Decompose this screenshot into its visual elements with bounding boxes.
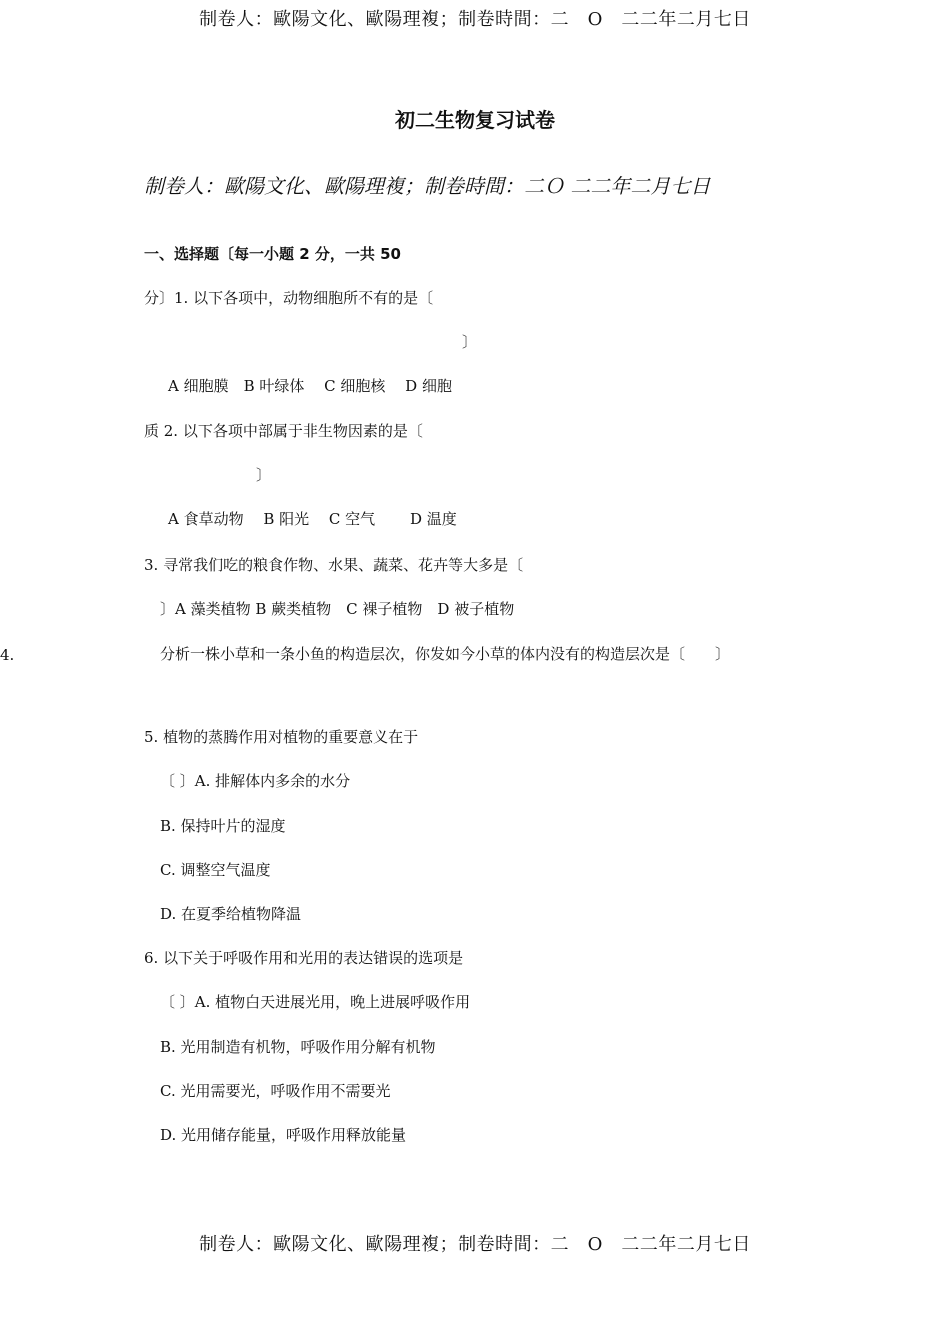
question-6-option-c: C. 光用需要光，呼吸作用不需要光 <box>160 1082 391 1100</box>
question-1-text: 分〕1. 以下各项中，动物细胞所不有的是〔 <box>144 289 434 307</box>
question-2-text: 质 2. 以下各项中部属于非生物因素的是〔 <box>144 422 423 440</box>
page-header: 制卷人：歐陽文化、歐陽理複；制卷時間：二 O 二二年二月七日 <box>199 9 751 30</box>
question-5-text: 5. 植物的蒸腾作用对植物的重要意义在于 <box>144 728 419 746</box>
page-footer: 制卷人：歐陽文化、歐陽理複；制卷時間：二 O 二二年二月七日 <box>199 1234 751 1255</box>
question-1-options: A 细胞膜 B 叶绿体 C 细胞核 D 细胞 <box>168 377 452 395</box>
question-1-bracket: 〕 <box>462 333 478 351</box>
question-4-number: 4. <box>0 646 15 664</box>
question-6-option-d: D. 光用储存能量，呼吸作用释放能量 <box>160 1126 407 1144</box>
section-heading: 一、选择题〔每一小题 2 分，一共 50 <box>144 245 401 263</box>
document-title: 初二生物复习试卷 <box>395 108 555 132</box>
question-6-text: 6. 以下关于呼吸作用和光用的表达错误的选项是 <box>144 949 464 967</box>
question-5-option-b: B. 保持叶片的湿度 <box>160 817 286 835</box>
document-subtitle: 制卷人：歐陽文化、歐陽理複；制卷時間：二Ｏ 二二年二月七日 <box>144 174 711 198</box>
question-6-option-a: 〔 〕A. 植物白天进展光用，晚上进展呼吸作用 <box>160 993 471 1011</box>
question-2-bracket: 〕 <box>256 466 272 484</box>
question-2-options: A 食草动物 B 阳光 C 空气 D 温度 <box>168 510 457 528</box>
question-3-text: 3. 寻常我们吃的粮食作物、水果、蔬菜、花卉等大多是〔 <box>144 556 524 574</box>
question-3-options: 〕A 藻类植物 B 蕨类植物 C 裸子植物 D 被子植物 <box>160 600 515 618</box>
question-5-option-a: 〔 〕A. 排解体内多余的水分 <box>160 772 351 790</box>
question-5-option-c: C. 调整空气温度 <box>160 861 271 879</box>
question-5-option-d: D. 在夏季给植物降温 <box>160 905 302 923</box>
question-4-text: 分析一株小草和一条小鱼的构造层次，你发如今小草的体内没有的构造层次是〔 〕 <box>160 645 731 663</box>
question-6-option-b: B. 光用制造有机物，呼吸作用分解有机物 <box>160 1038 436 1056</box>
